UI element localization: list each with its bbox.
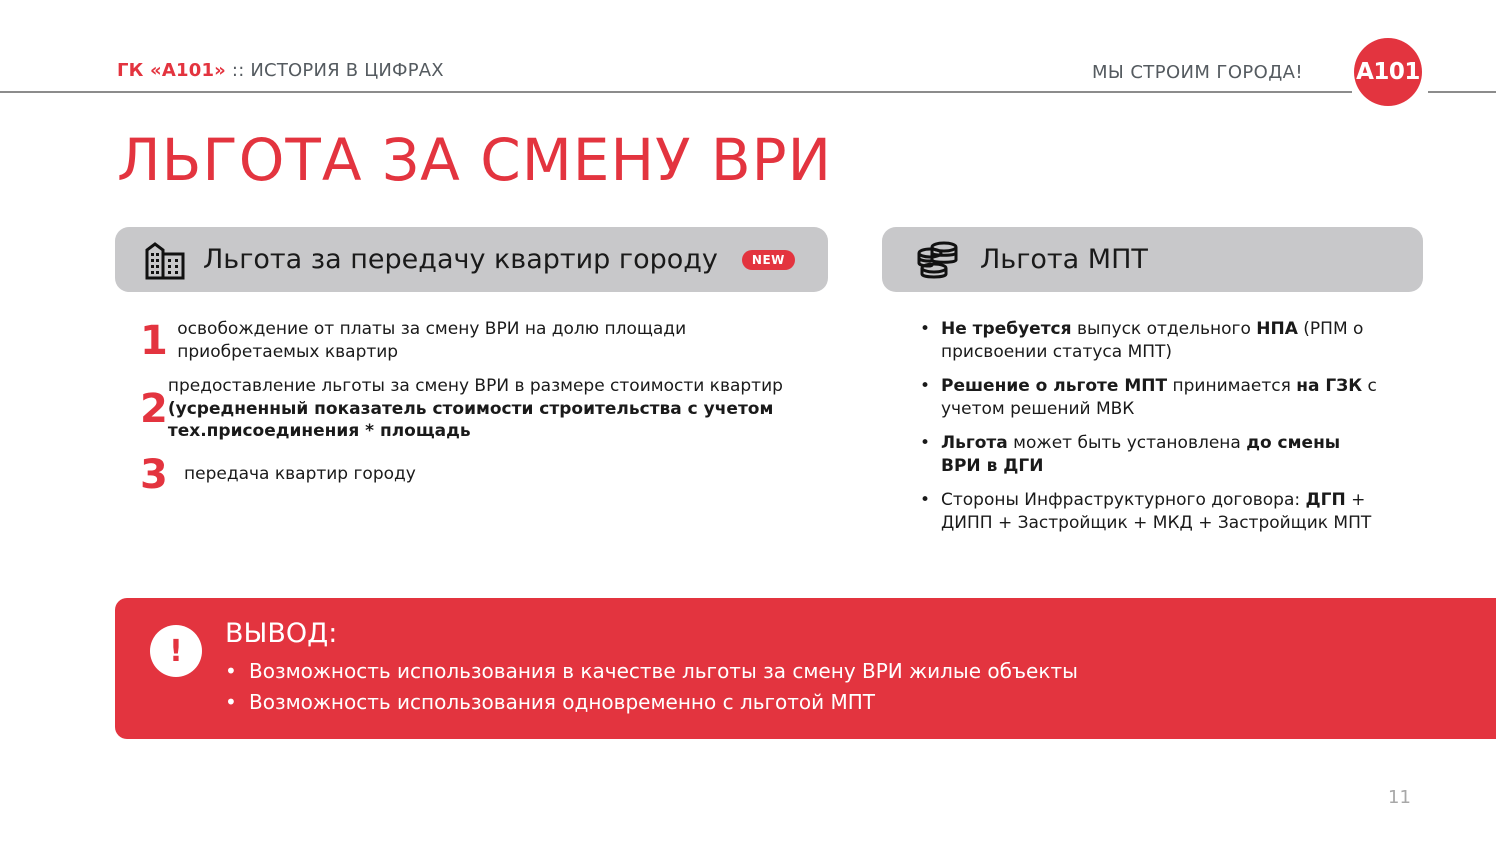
header-divider-right (1428, 91, 1496, 93)
list-item (920, 432, 1420, 477)
header-breadcrumb (117, 60, 444, 81)
item-text: Решение о льготе МПТ принимается на ГЗК с учетом решений МВК (941, 376, 1377, 419)
list-item (140, 375, 800, 443)
item-number: 3 (140, 451, 168, 498)
item-text: передача квартир городу (184, 464, 416, 485)
bullet-icon: • (225, 690, 237, 714)
item-text: освобождение от платы за смену ВРИ на долю площади приобретаемых квартир (177, 319, 687, 362)
panel-header-apartments (115, 227, 828, 292)
page-number: 11 (1388, 787, 1411, 808)
breadcrumb-separator: :: (226, 60, 251, 81)
item-text: предоставление льготы за смену ВРИ в размере стоимости квартир (усредненный показатель стоимости строительства с учетом тех.присоединения * площадь (167, 376, 783, 441)
new-badge: NEW (742, 250, 795, 270)
mpt-benefit-list (920, 318, 1420, 546)
list-item (140, 451, 800, 498)
bullet-icon: • (225, 659, 237, 683)
item-text: Стороны Инфраструктурного договора: ДГП + ДИПП + Застройщик + МКД + Застройщик МПТ (941, 490, 1372, 533)
section-name: ИСТОРИЯ В ЦИФРАХ (250, 60, 444, 81)
bullet-icon: • (920, 319, 931, 339)
list-item (920, 375, 1420, 420)
list-item (920, 318, 1420, 363)
buildings-icon (143, 240, 187, 280)
page-title: ЛЬГОТА ЗА СМЕНУ ВРИ (117, 126, 832, 194)
exclamation-icon: ! (150, 625, 202, 677)
panel-title-apartments: Льгота за передачу квартир городу (203, 244, 718, 275)
company-logo: A101 (1354, 38, 1422, 106)
conclusion-list (225, 656, 1078, 718)
item-number: 1 (140, 317, 168, 364)
bullet-icon: • (920, 433, 931, 453)
list-item (140, 318, 800, 363)
apartments-benefit-list (140, 318, 800, 507)
panel-header-mpt (882, 227, 1423, 292)
conclusion-title: ВЫВОД: (225, 618, 338, 649)
brand-name: ГК «А101» (117, 60, 227, 81)
item-text: Льгота может быть установлена до смены ВРИ в ДГИ (941, 433, 1341, 476)
slogan: МЫ СТРОИМ ГОРОДА! (1092, 62, 1303, 83)
item-number: 2 (140, 385, 168, 432)
conclusion-item: • Возможность использования в качестве льготы за смену ВРИ жилые объекты (225, 656, 1078, 687)
bullet-icon: • (920, 490, 931, 510)
list-item (920, 489, 1420, 534)
conclusion-item: • Возможность использования одновременно с льготой МПТ (225, 687, 1078, 718)
panel-title-mpt: Льгота МПТ (980, 244, 1148, 275)
bullet-icon: • (920, 376, 931, 396)
header-divider-left (0, 91, 1352, 93)
item-text: Не требуется выпуск отдельного НПА (РПМ о присвоении статуса МПТ) (941, 319, 1364, 362)
coins-stack-icon (916, 240, 960, 280)
conclusion-banner (115, 598, 1496, 739)
